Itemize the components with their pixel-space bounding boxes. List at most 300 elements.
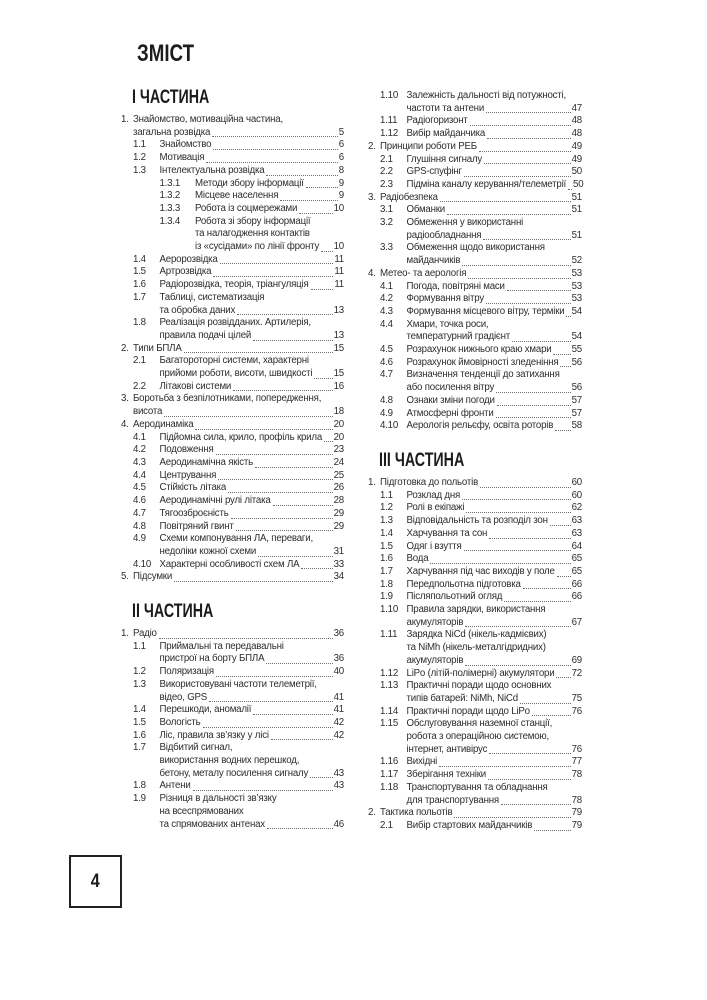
entry-body [380,807,582,820]
entry-body [195,203,344,216]
entry-text: акумуляторів [406,616,464,628]
entry-page-number: 15 [333,342,344,354]
toc-entry [368,553,582,566]
entry-page-number: 16 [333,380,344,392]
toc-entry [121,355,344,380]
dot-leader [258,556,333,557]
entry-number: 1.5 [133,266,146,278]
entry-number: 1.15 [380,718,399,730]
dot-leader [489,538,570,539]
entry-number: 4.1 [380,280,393,292]
entry-page-number: 63 [571,527,582,539]
entry-body [160,679,345,704]
toc-entry [121,139,344,152]
entry-line [407,553,583,566]
entry-number: 4.5 [380,344,393,356]
dot-leader [324,441,333,442]
entry-number: 5. [121,571,129,583]
entry-body [407,591,583,604]
entry-text: та обробка даних [159,304,236,316]
entry-text: майданчиків [406,255,461,267]
entry-text: Залежність дальності від потужності, [406,90,566,101]
entry-number: 2. [368,140,376,152]
entry-text: Підготовка до польотів [380,476,479,488]
toc-entry [121,704,344,717]
entry-number: 1.12 [380,667,399,679]
toc-entry [121,495,344,508]
toc-entry [368,579,582,592]
entry-page-number: 66 [571,578,582,590]
dot-leader [203,727,333,728]
dot-leader [231,518,333,519]
entry-page-number: 6 [338,139,344,151]
toc-entry [121,780,344,793]
dot-leader [271,739,333,740]
dot-leader [497,405,571,406]
entry-number: 1. [121,114,129,125]
entry-number: 1.8 [380,578,393,590]
entry-line [133,406,344,419]
dot-leader [233,390,332,391]
entry-text: типів батарей: NiMh, NiCd [406,692,518,704]
entry-line [160,793,345,806]
entry-line [407,115,583,128]
entry-text: Хмари, точка роси, [406,318,489,330]
entry-page-number: 5 [338,126,344,138]
entry-body [407,604,583,629]
entry-body [407,115,583,128]
toc-entry [121,203,344,216]
entry-body [407,820,583,833]
entry-text: радіообладнання [406,229,482,241]
entry-text: Зберігання техніки [406,769,486,781]
entry-page-number: 65 [571,553,582,565]
entry-body [407,579,583,592]
entry-text: Боротьба з безпілотниками, попередження, [133,393,322,405]
entry-page-number: 18 [333,406,344,418]
entry-number: 1.11 [380,115,398,127]
entry-body [133,571,344,584]
entry-body [160,165,345,178]
entry-text: Таблиці, систематизація [159,291,265,303]
entry-line [407,591,583,604]
entry-body [160,482,345,495]
dot-leader [532,715,571,716]
toc-entry [121,343,344,356]
entry-line [380,192,582,205]
dot-leader [466,512,570,513]
entry-body [160,780,345,793]
entry-body [407,395,583,408]
toc-entry [368,490,582,503]
entry-text: Багатороторні системи, характерні [159,355,309,367]
entry-line [407,693,583,706]
entry-body [407,242,583,267]
dot-leader [486,303,571,304]
entry-page-number: 23 [333,444,344,456]
toc-entry [121,533,344,558]
dot-leader [159,638,333,639]
entry-body [160,444,345,457]
entry-line [380,807,582,820]
entry-number: 1.6 [133,279,146,291]
toc-entry [368,242,582,267]
entry-text: Використовувані частоти телеметрії, [159,678,317,690]
toc-entry [121,521,344,534]
entry-line [407,617,583,630]
entry-number: 4.4 [133,469,146,481]
entry-text: Формування вітру [406,293,484,305]
dot-leader [501,804,571,805]
entry-text: на всеспрямованих [159,805,244,817]
entry-line [160,508,345,521]
entry-text: Різниця в дальності зв’язку [159,793,277,805]
entry-page-number: 51 [571,229,582,241]
entry-line [160,806,345,819]
dot-leader [213,276,333,277]
dot-leader [486,112,571,113]
page-title: ЗМІСТ [137,40,195,67]
entry-body [133,343,344,356]
dot-leader [489,753,570,754]
entry-number: 1.3 [380,515,393,527]
entry-line [195,241,344,254]
page-number-box [69,855,122,908]
entry-page-number: 9 [338,177,344,189]
entry-text: недоліки кожної схеми [159,545,257,557]
entry-line [407,744,583,757]
entry-line [133,393,344,406]
dot-leader [480,487,571,488]
entry-text: Літакові системи [159,380,232,392]
entry-number: 1.1 [133,640,146,652]
entry-number: 2. [121,342,129,354]
entry-number: 1.3 [133,164,146,176]
entry-text: Радіо [133,628,157,640]
entry-number: 4.10 [133,558,152,570]
toc-entry [368,706,582,719]
dot-leader [464,176,571,177]
dot-leader [507,290,571,291]
entry-text: та NiMh (нікель-металгідридних) [406,642,546,654]
entry-line [407,420,583,433]
entry-line [160,533,345,546]
entry-text: інтернет, антивірус [406,743,488,755]
entry-number: 4.2 [380,293,393,305]
entry-body [407,344,583,357]
dot-leader [218,479,332,480]
entry-text: Стійкість літака [159,482,227,494]
entry-text: Подовження [159,444,214,456]
entry-number: 2.3 [380,178,393,190]
toc-entry [368,420,582,433]
toc-entry [368,115,582,128]
entry-body [195,216,344,254]
entry-line [160,381,345,394]
entry-number: 4.1 [133,431,146,443]
entry-line [407,357,583,370]
entry-text: Формування місцевого вітру, терміки [406,305,565,317]
toc-entry [368,395,582,408]
toc-entry [121,393,344,418]
entry-line [407,217,583,230]
entry-page-number: 20 [333,418,344,430]
entry-page-number: 63 [571,515,582,527]
entry-page-number: 33 [333,558,344,570]
entry-line [407,90,583,103]
dot-leader [568,189,572,190]
toc-entry [121,190,344,203]
entry-body [407,281,583,294]
entry-line [195,216,344,229]
entry-line [160,742,345,755]
entry-page-number: 48 [571,115,582,127]
entry-number: 4.3 [133,456,146,468]
entry-text: Підсумки [133,571,173,583]
entry-text: Розрахунок ймовірності зледеніння [406,356,559,368]
dot-leader [273,505,333,506]
toc-entry [121,628,344,641]
entry-line [407,782,583,795]
page-number: 4 [90,870,100,892]
entry-text: бетону, металу посилення сигналу [159,767,309,779]
entry-text: Центрування [159,469,217,481]
toc-entry [368,344,582,357]
entry-page-number: 57 [571,407,582,419]
entry-number: 1. [121,628,129,640]
entry-number: 1.2 [133,666,146,678]
entry-page-number: 29 [333,520,344,532]
entry-line [160,266,345,279]
entry-body [407,718,583,756]
entry-number: 1.4 [380,527,393,539]
dot-leader [174,581,333,582]
entry-line [380,268,582,281]
dot-leader [439,766,570,767]
entry-text: Погода, повітряні маси [406,280,505,292]
entry-line [407,566,583,579]
entry-number: 3. [121,393,129,405]
dot-leader [488,779,571,780]
dot-leader [220,263,334,264]
dot-leader [470,125,571,126]
entry-number: 4.8 [380,394,393,406]
entry-line [133,127,344,140]
toc-entry [368,306,582,319]
entry-page-number: 28 [333,495,344,507]
entry-page-number: 26 [333,482,344,494]
dot-leader [266,175,337,176]
entry-number: 1.16 [380,756,399,768]
entry-text: для транспортування [406,794,499,806]
entry-line [160,444,345,457]
entry-line [407,306,583,319]
toc-entry [121,742,344,780]
entry-line [407,154,583,167]
entry-line [160,330,345,343]
entry-body [160,381,345,394]
entry-text: акумуляторів [406,654,464,666]
toc-entry [368,604,582,629]
entry-text: Принципи роботи РЕБ [380,140,477,152]
entry-line [407,604,583,617]
dot-leader [464,550,571,551]
entry-page-number: 53 [571,293,582,305]
entry-page-number: 77 [571,756,582,768]
entry-body [407,668,583,681]
entry-page-number: 65 [571,565,582,577]
entry-text: Обмеження у використанні [406,217,524,229]
entry-page-number: 50 [571,166,582,178]
entry-text: Перешкоди, аномалії [159,704,252,716]
entry-text: Схеми компонування ЛА, переваги, [159,533,313,545]
entry-page-number: 60 [571,476,582,488]
entry-line [407,255,583,268]
entry-page-number: 41 [333,691,344,703]
entry-body [160,279,345,292]
entry-line [407,293,583,306]
entry-body [407,769,583,782]
dot-leader [213,149,338,150]
entry-text: Знайомство [159,139,212,151]
dot-leader [306,187,338,188]
entry-line [380,477,582,490]
entry-line [160,704,345,717]
entry-body [133,419,344,432]
entry-text: Тактика польотів [380,807,453,819]
entry-body [407,553,583,566]
dot-leader [462,265,570,266]
entry-text: Аеродинамічні рулі літака [159,495,271,507]
entry-line [407,756,583,769]
dot-leader [267,828,333,829]
entry-line [407,166,583,179]
entry-number: 2.2 [133,380,146,392]
entry-line [160,495,345,508]
entry-text: використання водних перешкод, [159,755,300,767]
entry-body [160,139,345,152]
entry-text: LiPo (літій-полімерні) акумулятори [406,667,555,679]
entry-body [160,292,345,317]
entry-number: 2.1 [380,819,393,831]
entry-text: Поляризація [159,666,214,678]
entry-line [407,103,583,116]
dot-leader [479,151,571,152]
toc-entry [368,807,582,820]
entry-number: 2.1 [380,153,393,165]
entry-text: Визначення тенденції до затихання [406,369,560,381]
toc-entry [121,793,344,831]
entry-text: Вибір майданчика [406,128,486,140]
entry-text: Ліс, правила зв’язку у лісі [159,729,269,741]
toc-entry [121,730,344,743]
toc-entry [121,559,344,572]
dot-leader [483,239,570,240]
dot-leader [555,430,570,431]
entry-text: Обслуговування наземної станції, [406,718,553,730]
dot-leader [523,588,571,589]
entry-text: Розклад дня [406,489,461,501]
entry-text: Радіобезпека [380,191,438,203]
entry-body [380,192,582,205]
entry-line [407,515,583,528]
toc-entry [368,769,582,782]
entry-text: та спрямованих антенах [159,818,265,830]
toc-entry [368,718,582,756]
entry-text: Робота зі збору інформації [195,215,311,227]
entry-number: 1.6 [133,729,146,741]
entry-number: 4.2 [133,444,146,456]
entry-body [407,706,583,719]
entry-text: Відбитий сигнал, [159,742,233,754]
dot-leader [447,214,571,215]
toc-entry [121,641,344,666]
entry-line [160,470,345,483]
toc-entry [368,293,582,306]
dot-leader [487,138,571,139]
entry-text: Мотивація [159,152,205,164]
toc-entry [368,756,582,769]
entry-page-number: 47 [571,102,582,114]
entry-body [160,704,345,717]
entry-body [160,266,345,279]
entry-line [133,114,344,127]
entry-number: 3.3 [380,242,393,254]
entry-body [380,477,582,490]
toc-entry [368,281,582,294]
entry-page-number: 49 [571,153,582,165]
entry-body [407,502,583,515]
entry-text: Знайомство, мотиваційна частина, [133,114,283,125]
entry-line [160,317,345,330]
entry-line [407,128,583,141]
entry-text: Робота із соцмережами [195,202,298,214]
entry-line [407,395,583,408]
dot-leader [212,136,338,137]
entry-number: 1.7 [133,291,146,303]
entry-line [407,528,583,541]
entry-text: Вихідні [406,756,438,768]
entry-text: із «сусідами» по лінії фронту [195,241,320,253]
toc-entry [368,357,582,370]
entry-body [160,521,345,534]
entry-body [407,179,583,192]
dot-leader [465,626,570,627]
entry-page-number: 79 [571,819,582,831]
dot-leader [280,200,338,201]
dot-leader [206,162,338,163]
entry-text: Приймальні та передавальні [159,640,284,652]
entry-text: Типи БПЛА [133,342,182,354]
dot-leader [310,777,332,778]
entry-body [407,490,583,503]
entry-page-number: 56 [571,356,582,368]
entry-body [407,166,583,179]
entry-text: Антени [159,780,191,792]
entry-number: 1.6 [380,553,393,565]
entry-page-number: 10 [333,202,344,214]
entry-number: 4. [368,267,376,279]
entry-line [407,820,583,833]
toc-entry [121,717,344,730]
dot-leader [253,714,332,715]
entry-line [133,419,344,432]
entry-line [407,579,583,592]
toc-entry [368,217,582,242]
entry-text: Практичні поради щодо основних [406,680,552,692]
entry-body [380,141,582,154]
entry-body [407,680,583,705]
